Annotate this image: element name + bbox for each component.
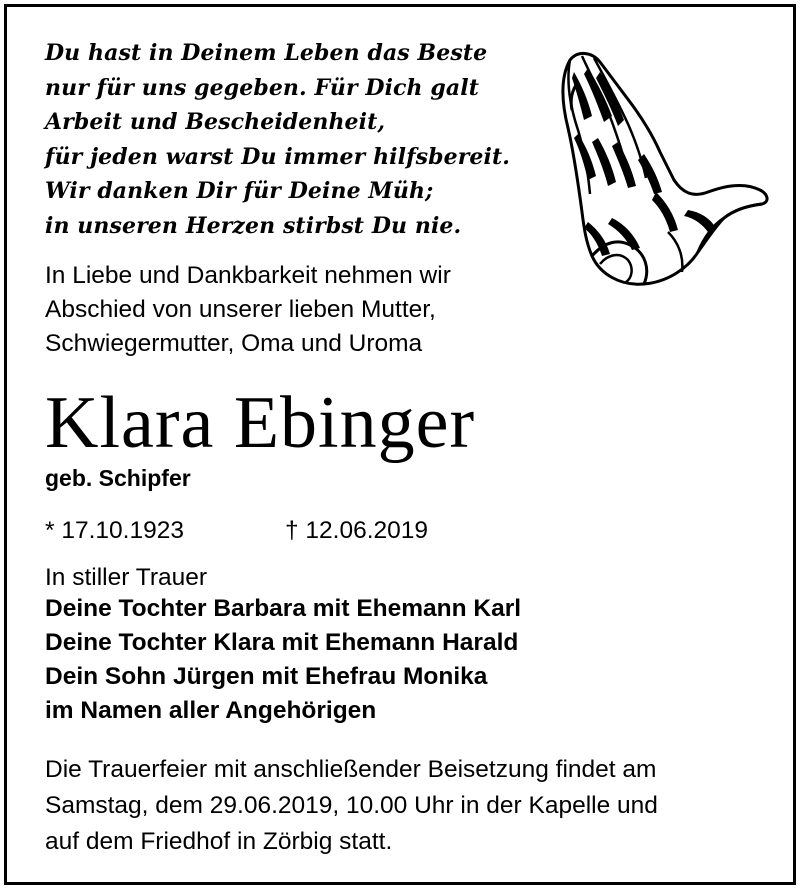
intro-line: Abschied von unserer lieben Mutter, <box>45 296 436 323</box>
ceremony-line: auf dem Friedhof in Zörbig statt. <box>45 828 393 855</box>
praying-hands-icon <box>548 42 778 292</box>
maiden-name: geb. Schipfer <box>45 465 191 491</box>
mourner-line: Deine Tochter Klara mit Ehemann Harald <box>45 629 519 656</box>
mourner-line: Deine Tochter Barbara mit Ehemann Karl <box>45 595 522 622</box>
poem-line: Arbeit und Bescheidenheit, <box>45 109 386 135</box>
deceased-name: Klara Ebinger <box>45 382 476 464</box>
mourner-line: im Namen aller Angehörigen <box>45 697 377 724</box>
poem-line: Wir danken Dir für Deine Müh; <box>45 178 434 204</box>
death-date: † 12.06.2019 <box>285 517 429 544</box>
poem-line: in unseren Herzen stirbst Du nie. <box>45 212 462 239</box>
poem-line: nur für uns gegeben. Für Dich galt <box>45 74 479 101</box>
intro-line: Schwiegermutter, Oma und Uroma <box>45 330 423 357</box>
mourner-line: Dein Sohn Jürgen mit Ehefrau Monika <box>45 663 488 690</box>
ceremony-line: Samstag, dem 29.06.2019, 10.00 Uhr in der Kapelle und <box>45 792 658 819</box>
poem-line: Du hast in Deinem Leben das Beste <box>45 40 488 66</box>
intro-line: In Liebe und Dankbarkeit nehmen wir <box>45 262 451 289</box>
life-dates <box>45 516 765 546</box>
mourners-block <box>45 564 765 728</box>
mourners-lead: In stiller Trauer <box>45 564 208 591</box>
ceremony-notice <box>45 752 765 860</box>
poem-line: für jeden warst Du immer hilfsbereit. <box>45 143 510 170</box>
birth-date: * 17.10.1923 <box>45 517 184 544</box>
ceremony-line: Die Trauerfeier mit anschließender Beisetzung findet am <box>45 756 657 783</box>
